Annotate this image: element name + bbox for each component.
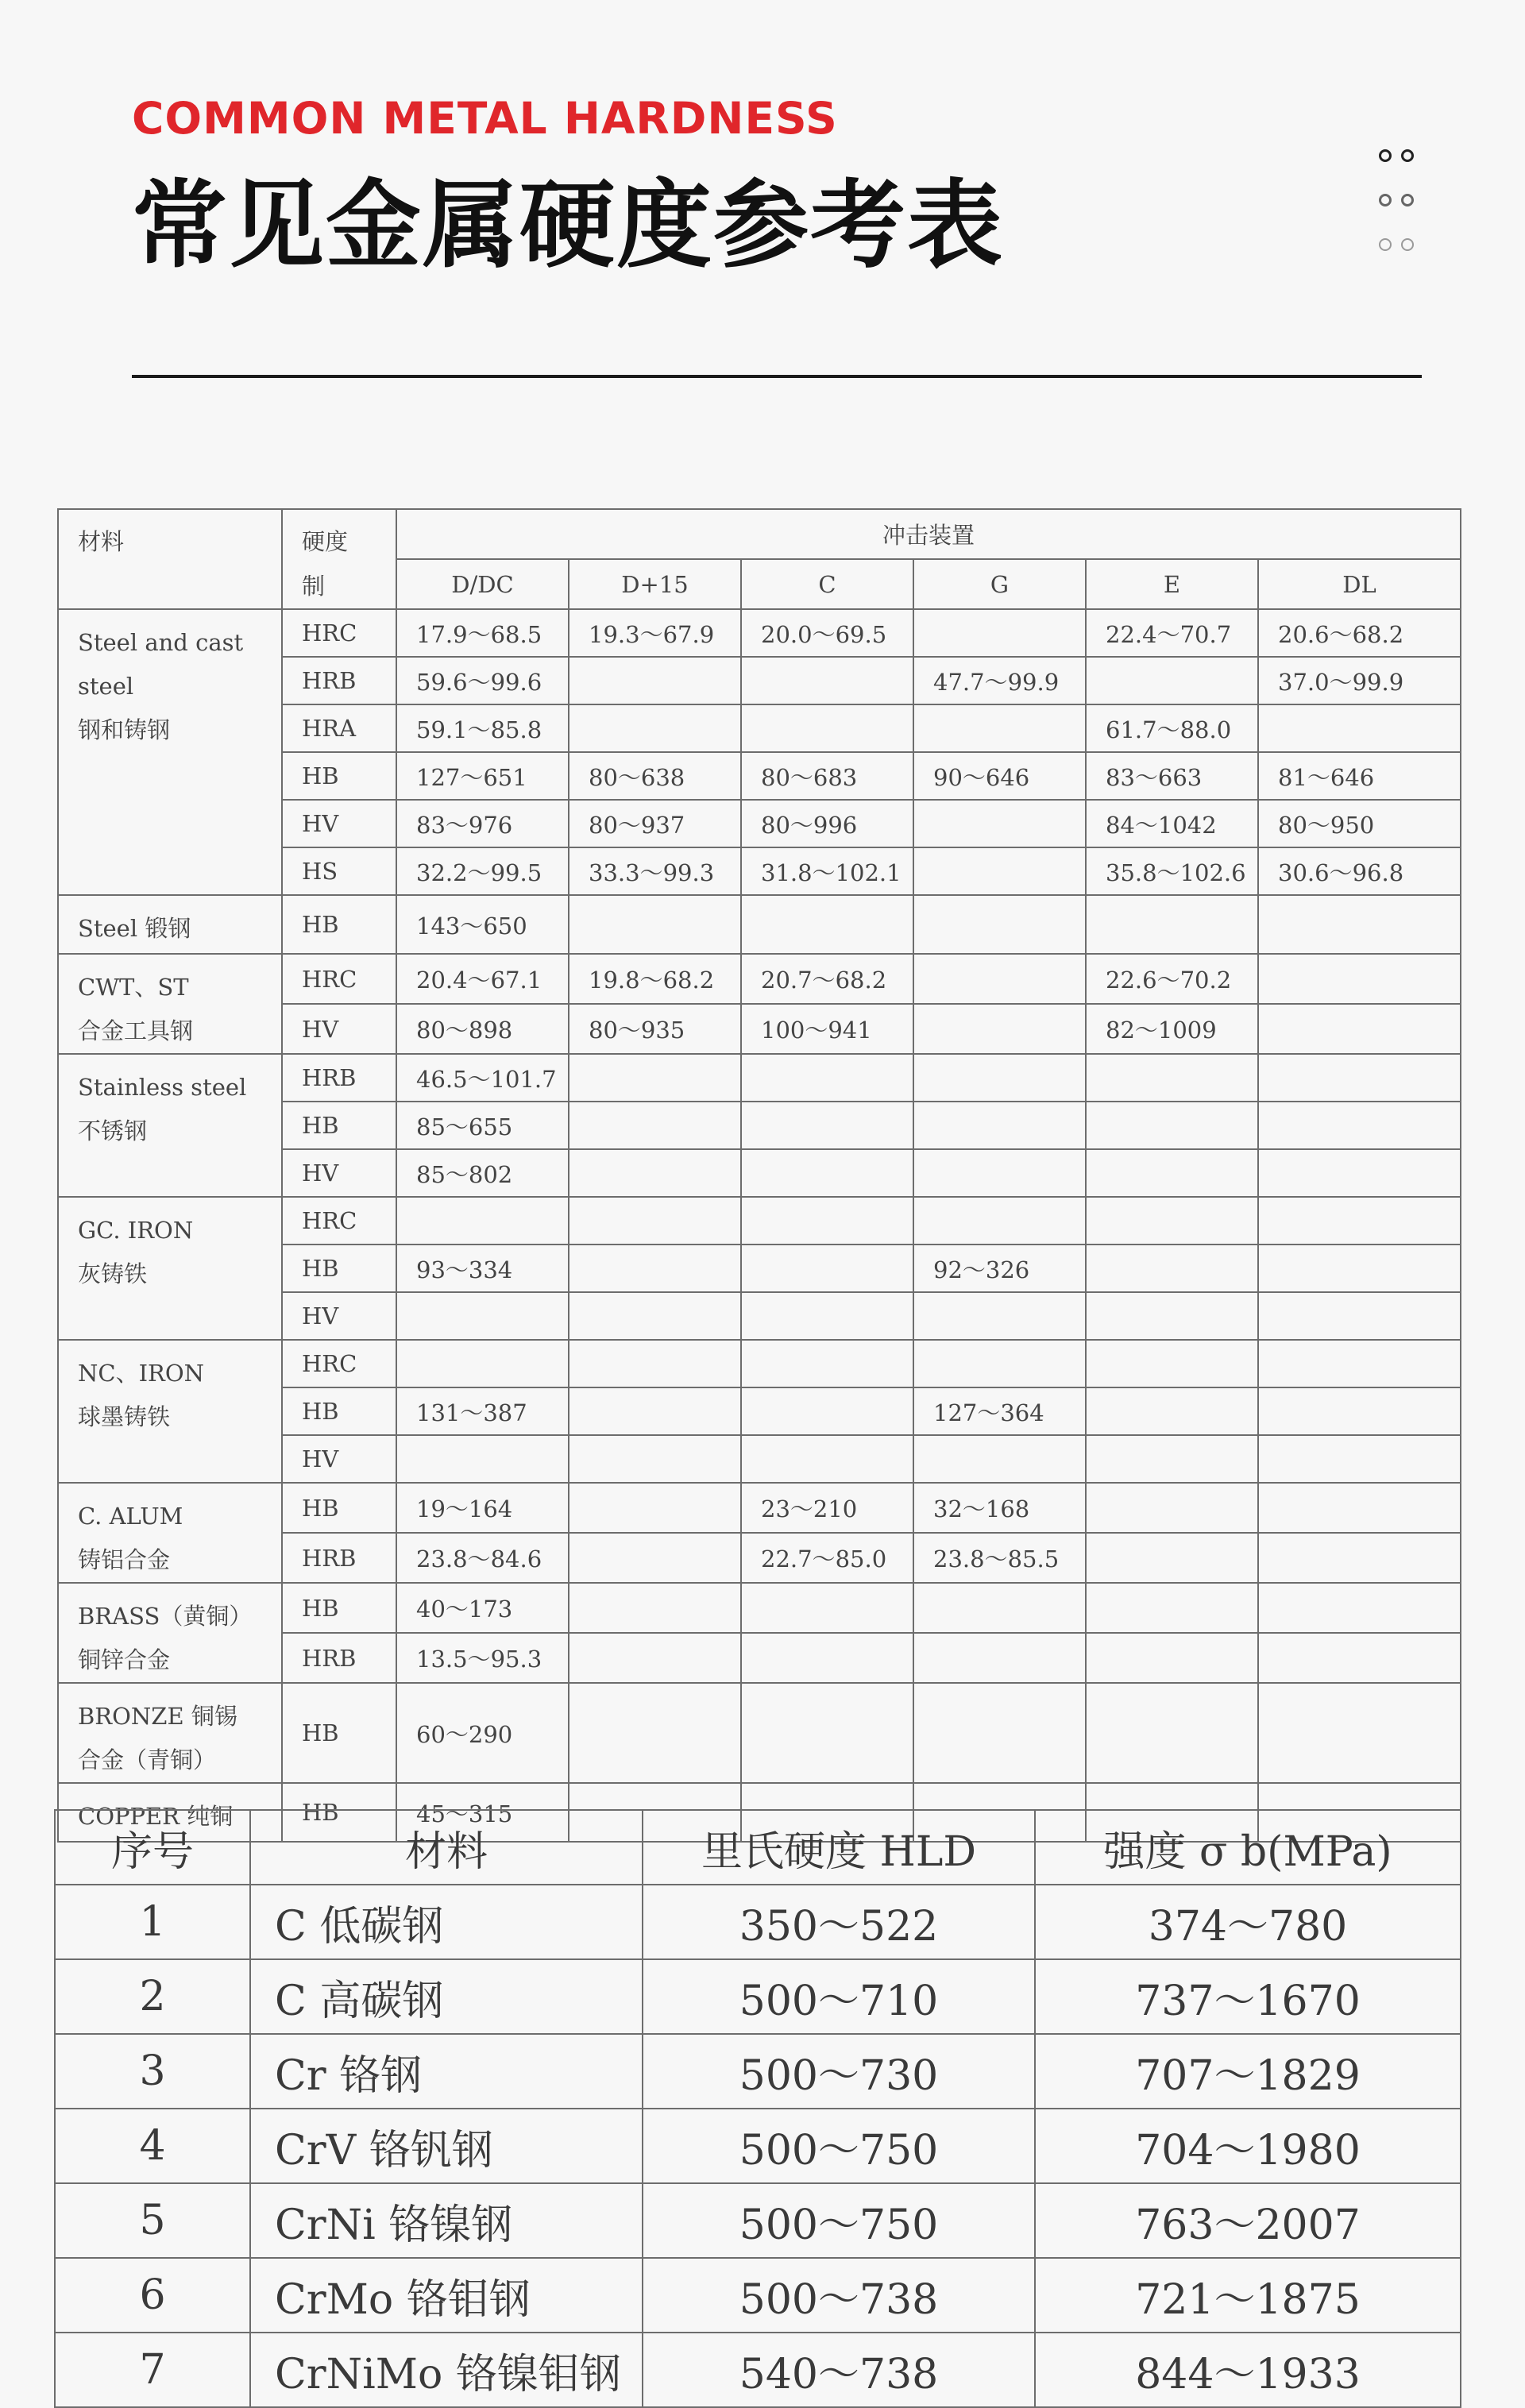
dot-2-2: [1401, 194, 1414, 206]
table-row: [55, 2109, 1461, 2183]
hardness-value-cell: 32～168: [913, 1483, 1086, 1533]
header-leeb-hardness: 里氏硬度 HLD: [643, 1810, 1035, 1885]
table-row: [55, 2034, 1461, 2109]
hardness-value-cell: [1258, 1197, 1461, 1245]
hardness-value-cell: [741, 704, 913, 752]
hardness-range-table: [57, 508, 1461, 1843]
hardness-value-cell: [1258, 954, 1461, 1004]
hardness-value-cell: [569, 1245, 741, 1292]
hardness-scale-cell: HB: [282, 752, 396, 800]
hardness-value-cell: 31.8～102.1: [741, 847, 913, 895]
hardness-value-cell: 80～638: [569, 752, 741, 800]
strength-cell: 763～2007: [1035, 2183, 1461, 2258]
hardness-value-cell: 23.8～85.5: [913, 1533, 1086, 1583]
hardness-value-cell: 59.1～85.8: [396, 704, 569, 752]
hardness-value-cell: 22.4～70.7: [1086, 609, 1258, 657]
hardness-value-cell: 92～326: [913, 1245, 1086, 1292]
table-row: [58, 1197, 1461, 1245]
dot-1-1: [1379, 149, 1392, 162]
table-row: [58, 954, 1461, 1004]
hardness-value-cell: [396, 1292, 569, 1340]
material-line: 钢和铸钢: [78, 716, 171, 743]
device-header: D+15: [569, 559, 741, 609]
hardness-value-cell: 100～941: [741, 1004, 913, 1054]
device-header: D/DC: [396, 559, 569, 609]
device-header: DL: [1258, 559, 1461, 609]
hardness-value-cell: [1258, 1245, 1461, 1292]
leeb-hardness-cell: 500～730: [643, 2034, 1035, 2109]
hardness-value-cell: [569, 1387, 741, 1435]
strength-cell: 704～1980: [1035, 2109, 1461, 2183]
material-line: Steel and cast steel: [78, 629, 244, 700]
hardness-value-cell: [569, 1435, 741, 1483]
hardness-value-cell: [1258, 1340, 1461, 1387]
leeb-hardness-cell: 540～738: [643, 2333, 1035, 2407]
leeb-hardness-cell: 350～522: [643, 1885, 1035, 1959]
hardness-value-cell: [741, 1149, 913, 1197]
hardness-value-cell: [913, 1004, 1086, 1054]
index-cell: 7: [55, 2333, 250, 2407]
hardness-value-cell: [913, 847, 1086, 895]
dot-3-2: [1401, 238, 1414, 251]
hardness-value-cell: [741, 1435, 913, 1483]
hardness-scale-cell: HRC: [282, 609, 396, 657]
hardness-value-cell: 80～683: [741, 752, 913, 800]
hardness-value-cell: 131～387: [396, 1387, 569, 1435]
hardness-scale-cell: HV: [282, 1149, 396, 1197]
hardness-value-cell: [569, 895, 741, 954]
table-row: [58, 1483, 1461, 1533]
material-cell: Cr 铬钢: [250, 2034, 643, 2109]
hardness-value-cell: 85～802: [396, 1149, 569, 1197]
material-line: Stainless steel: [78, 1074, 247, 1101]
hardness-value-cell: 93～334: [396, 1245, 569, 1292]
hardness-value-cell: [1258, 1004, 1461, 1054]
hardness-value-cell: [913, 1292, 1086, 1340]
strength-cell: 844～1933: [1035, 2333, 1461, 2407]
hardness-value-cell: 80～950: [1258, 800, 1461, 847]
material-line: 铸铝合金: [78, 1546, 171, 1573]
hardness-value-cell: 81～646: [1258, 752, 1461, 800]
index-cell: 2: [55, 1959, 250, 2034]
device-header: G: [913, 559, 1086, 609]
material-cell: [58, 1340, 282, 1483]
hardness-value-cell: [1258, 1435, 1461, 1483]
hardness-value-cell: [913, 800, 1086, 847]
hardness-value-cell: [741, 1633, 913, 1683]
table-row: [55, 1959, 1461, 2034]
index-cell: 6: [55, 2258, 250, 2333]
hardness-value-cell: [1258, 1102, 1461, 1149]
hardness-value-cell: 59.6～99.6: [396, 657, 569, 704]
material-line: 合金（青铜）: [78, 1746, 217, 1773]
hardness-value-cell: 40～173: [396, 1583, 569, 1633]
header-scale-line1: 硬度: [302, 528, 349, 555]
table-row: [58, 1583, 1461, 1633]
dot-2-1: [1379, 194, 1392, 206]
header-scale-line2: 制: [302, 573, 326, 600]
hardness-value-cell: [741, 1340, 913, 1387]
hardness-value-cell: [1258, 1387, 1461, 1435]
hardness-value-cell: [1258, 895, 1461, 954]
material-line: 不锈钢: [78, 1117, 148, 1144]
hardness-value-cell: [1086, 1633, 1258, 1683]
material-line: GC. IRON: [78, 1217, 194, 1244]
hardness-value-cell: [1086, 1683, 1258, 1783]
hardness-scale-cell: HV: [282, 800, 396, 847]
hardness-value-cell: [1086, 1197, 1258, 1245]
strength-table-body: [55, 1810, 1461, 2407]
hardness-value-cell: [913, 1197, 1086, 1245]
hardness-value-cell: 90～646: [913, 752, 1086, 800]
dot-3-1: [1379, 238, 1392, 251]
leeb-hardness-cell: 500～738: [643, 2258, 1035, 2333]
table-row: [55, 2183, 1461, 2258]
hardness-scale-cell: HB: [282, 1783, 396, 1842]
hardness-value-cell: [741, 1292, 913, 1340]
material-line: CWT、ST: [78, 974, 189, 1001]
material-line: Steel 锻钢: [78, 915, 191, 942]
hardness-scale-cell: HRA: [282, 704, 396, 752]
hardness-value-cell: [1258, 704, 1461, 752]
hardness-value-cell: 80～935: [569, 1004, 741, 1054]
hardness-scale-cell: HRB: [282, 657, 396, 704]
table-row: [55, 2333, 1461, 2407]
hardness-value-cell: 20.0～69.5: [741, 609, 913, 657]
hardness-value-cell: 20.7～68.2: [741, 954, 913, 1004]
hardness-value-cell: 30.6～96.8: [1258, 847, 1461, 895]
hardness-value-cell: [569, 1633, 741, 1683]
hardness-scale-cell: HRC: [282, 954, 396, 1004]
hardness-value-cell: [569, 657, 741, 704]
hardness-scale-cell: HRB: [282, 1054, 396, 1102]
material-line: 球墨铸铁: [78, 1403, 171, 1430]
strength-table-header-row: [55, 1810, 1461, 1885]
strength-cell: 374～780: [1035, 1885, 1461, 1959]
hardness-value-cell: 127～651: [396, 752, 569, 800]
hardness-scale-cell: HB: [282, 895, 396, 954]
hardness-scale-cell: HV: [282, 1004, 396, 1054]
hardness-value-cell: [1086, 1583, 1258, 1633]
table-row: [55, 1885, 1461, 1959]
material-cell: [58, 1583, 282, 1683]
material-cell: CrNiMo 铬镍钼钢: [250, 2333, 643, 2407]
hardness-value-cell: [741, 1387, 913, 1435]
hardness-value-cell: [569, 1102, 741, 1149]
hardness-value-cell: [569, 1054, 741, 1102]
hardness-value-cell: [569, 1683, 741, 1783]
hardness-value-cell: [741, 1245, 913, 1292]
hardness-scale-cell: HB: [282, 1245, 396, 1292]
hardness-scale-cell: HV: [282, 1292, 396, 1340]
hardness-scale-cell: HB: [282, 1483, 396, 1533]
index-cell: 5: [55, 2183, 250, 2258]
hardness-value-cell: 83～663: [1086, 752, 1258, 800]
hardness-value-cell: 23～210: [741, 1483, 913, 1533]
hardness-value-cell: [913, 954, 1086, 1004]
hardness-value-cell: [569, 1197, 741, 1245]
hardness-value-cell: [1258, 1683, 1461, 1783]
material-line: C. ALUM: [78, 1503, 183, 1530]
hardness-value-cell: 17.9～68.5: [396, 609, 569, 657]
hardness-value-cell: [569, 1583, 741, 1633]
hardness-scale-cell: HRC: [282, 1340, 396, 1387]
hardness-value-cell: [1086, 895, 1258, 954]
hardness-value-cell: [396, 1340, 569, 1387]
hardness-scale-cell: HB: [282, 1583, 396, 1633]
leeb-hardness-cell: 500～710: [643, 1959, 1035, 2034]
hardness-value-cell: 20.6～68.2: [1258, 609, 1461, 657]
hardness-table-body: [58, 509, 1461, 1842]
hardness-value-cell: 46.5～101.7: [396, 1054, 569, 1102]
hardness-value-cell: 60～290: [396, 1683, 569, 1783]
hardness-table-header-row: [58, 509, 1461, 559]
hardness-value-cell: [741, 657, 913, 704]
hardness-value-cell: [1086, 1054, 1258, 1102]
strength-cell: 707～1829: [1035, 2034, 1461, 2109]
hardness-value-cell: [1258, 1583, 1461, 1633]
hardness-value-cell: [1086, 1340, 1258, 1387]
hardness-value-cell: [913, 704, 1086, 752]
hardness-value-cell: 84～1042: [1086, 800, 1258, 847]
header-hardness-scale: [282, 509, 396, 609]
material-cell: C 低碳钢: [250, 1885, 643, 1959]
material-cell: [58, 954, 282, 1054]
header-strength: 强度 σ b(MPa): [1035, 1810, 1461, 1885]
hardness-value-cell: [1086, 1149, 1258, 1197]
hardness-value-cell: [913, 609, 1086, 657]
table-row: [58, 1054, 1461, 1102]
material-cell: [58, 1197, 282, 1340]
hardness-value-cell: [569, 1533, 741, 1583]
material-line: 灰铸铁: [78, 1260, 148, 1287]
hardness-value-cell: [1258, 1483, 1461, 1533]
material-line: COPPER 纯铜: [78, 1803, 234, 1830]
material-cell: CrMo 铬钼钢: [250, 2258, 643, 2333]
hardness-value-cell: 33.3～99.3: [569, 847, 741, 895]
dot-1-2: [1401, 149, 1414, 162]
hardness-value-cell: 20.4～67.1: [396, 954, 569, 1004]
material-cell: CrV 铬钒钢: [250, 2109, 643, 2183]
hardness-value-cell: 80～937: [569, 800, 741, 847]
hardness-value-cell: [1258, 1149, 1461, 1197]
table-row: [58, 1340, 1461, 1387]
device-header: E: [1086, 559, 1258, 609]
hardness-scale-cell: HV: [282, 1435, 396, 1483]
material-line: BRASS（黄铜）: [78, 1603, 253, 1630]
table-row: [55, 2258, 1461, 2333]
hardness-value-cell: 45～315: [396, 1783, 569, 1842]
hardness-value-cell: [913, 1435, 1086, 1483]
hardness-value-cell: [569, 1149, 741, 1197]
header-index: 序号: [55, 1810, 250, 1885]
hardness-value-cell: [913, 1340, 1086, 1387]
hardness-value-cell: [913, 1583, 1086, 1633]
hardness-value-cell: [741, 1054, 913, 1102]
header-impact-device: 冲击装置: [396, 509, 1461, 559]
hardness-value-cell: [913, 1102, 1086, 1149]
hardness-value-cell: [1258, 1292, 1461, 1340]
dots-decoration: [1379, 149, 1423, 260]
hardness-value-cell: 80～996: [741, 800, 913, 847]
hardness-value-cell: [913, 1633, 1086, 1683]
hardness-value-cell: 83～976: [396, 800, 569, 847]
strength-cell: 737～1670: [1035, 1959, 1461, 2034]
header-material: 材料: [250, 1810, 643, 1885]
table-row: [58, 1683, 1461, 1783]
hardness-value-cell: 13.5～95.3: [396, 1633, 569, 1683]
hardness-value-cell: [913, 895, 1086, 954]
hardness-value-cell: [1086, 1387, 1258, 1435]
strength-cell: 721～1875: [1035, 2258, 1461, 2333]
hardness-value-cell: 37.0～99.9: [1258, 657, 1461, 704]
hardness-value-cell: [1258, 1633, 1461, 1683]
header-material: 材料: [58, 509, 282, 609]
material-line: 合金工具钢: [78, 1017, 194, 1044]
hardness-value-cell: [1086, 1435, 1258, 1483]
device-header: C: [741, 559, 913, 609]
hardness-value-cell: [569, 1292, 741, 1340]
table-row: [58, 895, 1461, 954]
hardness-value-cell: [741, 895, 913, 954]
hardness-scale-cell: HB: [282, 1683, 396, 1783]
hardness-value-cell: 35.8～102.6: [1086, 847, 1258, 895]
hardness-value-cell: 19.8～68.2: [569, 954, 741, 1004]
material-cell: [58, 609, 282, 895]
hardness-value-cell: 22.7～85.0: [741, 1533, 913, 1583]
page-title: 常见金属硬度参考表: [132, 171, 1004, 281]
hardness-value-cell: [1086, 1245, 1258, 1292]
hardness-scale-cell: HRC: [282, 1197, 396, 1245]
hardness-value-cell: [396, 1197, 569, 1245]
material-cell: CrNi 铬镍钢: [250, 2183, 643, 2258]
hardness-value-cell: [569, 1483, 741, 1533]
leeb-strength-table: [54, 1809, 1461, 2408]
material-cell: C 高碳钢: [250, 1959, 643, 2034]
hardness-scale-cell: HRB: [282, 1633, 396, 1683]
hardness-value-cell: 85～655: [396, 1102, 569, 1149]
hardness-value-cell: [1258, 1533, 1461, 1583]
material-cell: [58, 895, 282, 954]
hardness-value-cell: [741, 1197, 913, 1245]
hardness-value-cell: 82～1009: [1086, 1004, 1258, 1054]
hardness-scale-cell: HB: [282, 1102, 396, 1149]
hardness-value-cell: 19～164: [396, 1483, 569, 1533]
title-divider: [132, 375, 1422, 378]
index-cell: 4: [55, 2109, 250, 2183]
material-line: NC、IRON: [78, 1360, 205, 1387]
hardness-value-cell: 143～650: [396, 895, 569, 954]
hardness-value-cell: 19.3～67.9: [569, 609, 741, 657]
hardness-value-cell: 80～898: [396, 1004, 569, 1054]
hardness-value-cell: [1258, 1054, 1461, 1102]
hardness-value-cell: [1086, 657, 1258, 704]
hardness-value-cell: [1086, 1292, 1258, 1340]
hardness-scale-cell: HS: [282, 847, 396, 895]
page-subtitle: COMMON METAL HARDNESS: [132, 93, 838, 144]
hardness-value-cell: 61.7～88.0: [1086, 704, 1258, 752]
index-cell: 1: [55, 1885, 250, 1959]
hardness-value-cell: [741, 1683, 913, 1783]
hardness-value-cell: 127～364: [913, 1387, 1086, 1435]
material-line: 铜锌合金: [78, 1646, 171, 1673]
table-row: [58, 609, 1461, 657]
hardness-scale-cell: HRB: [282, 1533, 396, 1583]
material-line: BRONZE 铜锡: [78, 1703, 237, 1730]
hardness-value-cell: 23.8～84.6: [396, 1533, 569, 1583]
hardness-value-cell: [1086, 1483, 1258, 1533]
material-cell: [58, 1483, 282, 1583]
hardness-value-cell: [741, 1102, 913, 1149]
hardness-value-cell: 22.6～70.2: [1086, 954, 1258, 1004]
hardness-value-cell: [913, 1054, 1086, 1102]
hardness-value-cell: [396, 1435, 569, 1483]
hardness-value-cell: [569, 704, 741, 752]
hardness-value-cell: [569, 1340, 741, 1387]
material-cell: [58, 1054, 282, 1197]
leeb-hardness-cell: 500～750: [643, 2109, 1035, 2183]
hardness-value-cell: [913, 1683, 1086, 1783]
hardness-value-cell: 47.7～99.9: [913, 657, 1086, 704]
hardness-value-cell: [1086, 1102, 1258, 1149]
hardness-value-cell: 32.2～99.5: [396, 847, 569, 895]
hardness-value-cell: [1086, 1533, 1258, 1583]
material-cell: [58, 1683, 282, 1783]
hardness-value-cell: [913, 1149, 1086, 1197]
hardness-scale-cell: HB: [282, 1387, 396, 1435]
leeb-hardness-cell: 500～750: [643, 2183, 1035, 2258]
index-cell: 3: [55, 2034, 250, 2109]
hardness-value-cell: [741, 1583, 913, 1633]
